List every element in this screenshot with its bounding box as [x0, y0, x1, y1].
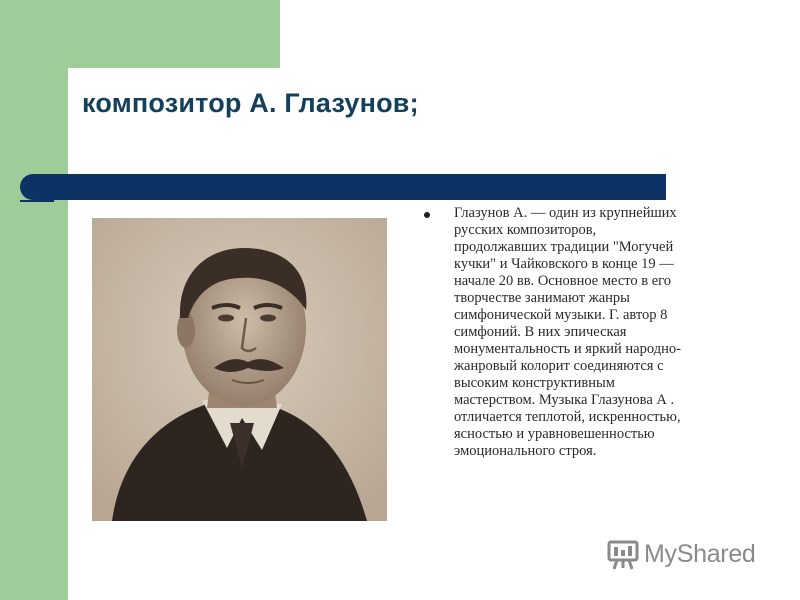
presentation-board-icon — [606, 537, 640, 571]
title-underline-bar — [20, 174, 666, 200]
list-item — [420, 205, 740, 460]
biography-text: Глазунов А. — один из крупнейших русских композиторов, продолжавших традиции "Могучей кучки" и Чайковского в конце 19 — начале 20 вв. Основное место в его творчестве занимают жанры симфонической музыки. Г. автор 8 симфоний. В них эпическая монументальность и яркий народно- жанровый колорит соединяются с высоким конструктивным мастерством. Музыка Глазунова А . отличается теплотой, искренностью, ясностью и уравновешенностью эмоционального строя. — [454, 205, 681, 459]
portrait-photo — [92, 218, 387, 521]
watermark-text: MyShared — [644, 539, 756, 568]
green-top-decoration — [68, 0, 280, 68]
title-bar-notch — [20, 200, 54, 202]
composer-portrait — [92, 218, 387, 521]
green-side-decoration — [0, 0, 68, 600]
bullet-dot-icon — [424, 212, 430, 218]
bullet-list — [420, 205, 740, 460]
slide-title: композитор А. Глазунов; — [82, 88, 419, 118]
myshared-watermark — [606, 536, 756, 572]
